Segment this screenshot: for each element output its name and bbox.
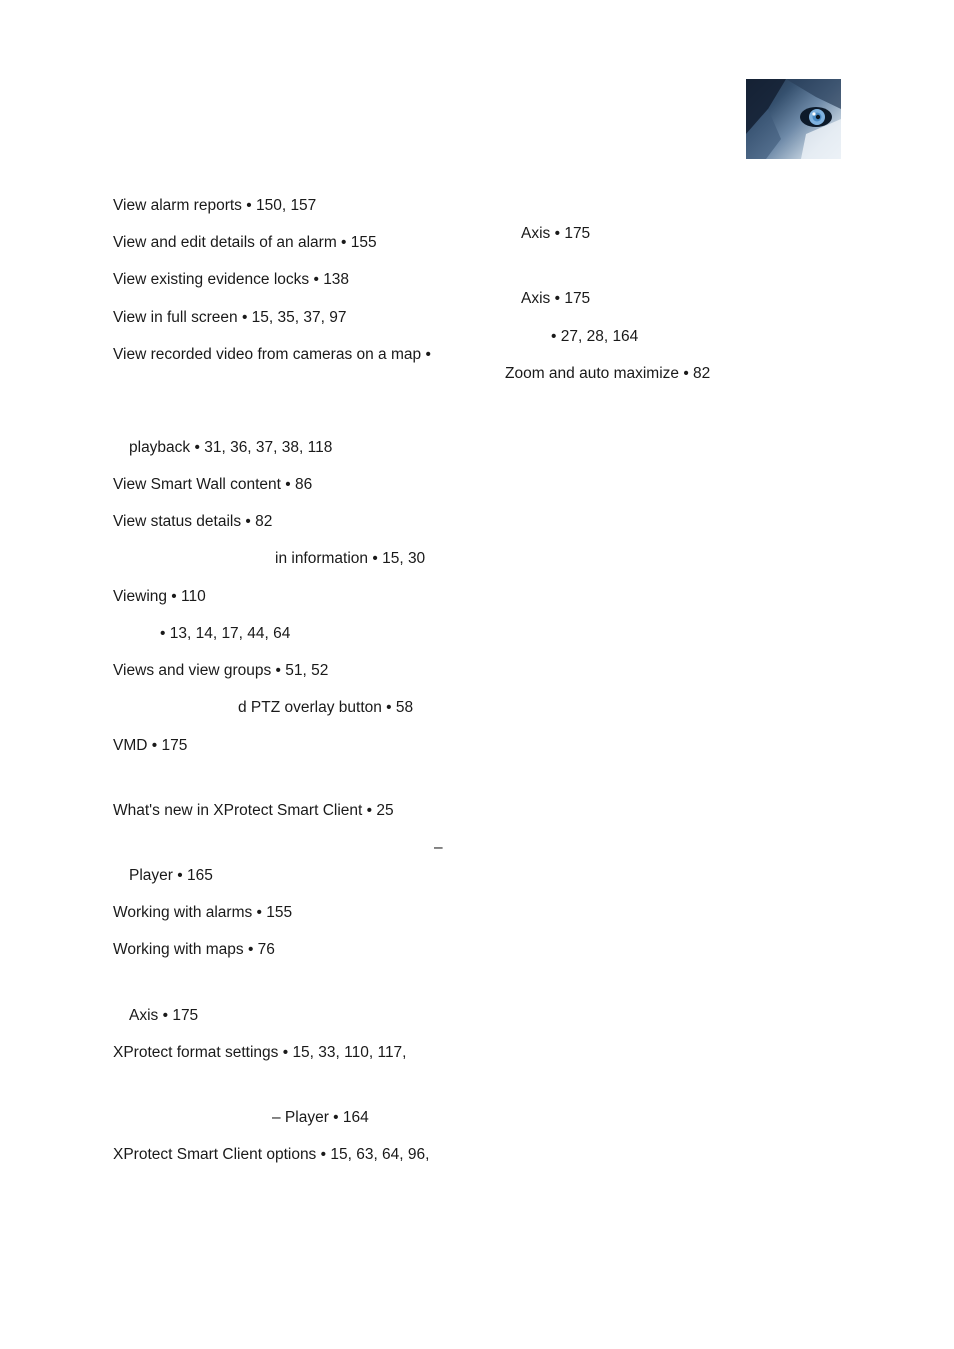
index-entry: Working with alarms • 155 bbox=[113, 904, 293, 921]
index-entry: Zoom and auto maximize • 82 bbox=[505, 365, 711, 382]
index-entry: View existing evidence locks • 138 bbox=[113, 271, 350, 288]
index-entry: Viewing • 110 bbox=[113, 588, 206, 605]
index-entry: – Player • 164 bbox=[272, 1109, 369, 1126]
index-entry: View status details • 82 bbox=[113, 513, 273, 530]
index-entry: VMD • 175 bbox=[113, 737, 188, 754]
index-entry: Axis • 175 bbox=[521, 225, 591, 242]
index-entry: • 27, 28, 164 bbox=[551, 328, 639, 345]
index-entry: Player • 165 bbox=[129, 867, 213, 884]
index-entry: Axis • 175 bbox=[521, 290, 591, 307]
index-entry: • 13, 14, 17, 44, 64 bbox=[160, 625, 291, 642]
wolf-eye-icon bbox=[746, 79, 841, 159]
index-entry: View alarm reports • 150, 157 bbox=[113, 197, 317, 214]
index-entry: Views and view groups • 51, 52 bbox=[113, 662, 329, 679]
index-entry: View in full screen • 15, 35, 37, 97 bbox=[113, 309, 347, 326]
index-entry: XProtect Smart Client options • 15, 63, 64, 96, bbox=[113, 1146, 430, 1163]
index-entry: View and edit details of an alarm • 155 bbox=[113, 234, 377, 251]
index-entry: d PTZ overlay button • 58 bbox=[238, 699, 414, 716]
index-entry: What's new in XProtect Smart Client • 25 bbox=[113, 802, 394, 819]
index-entry: – bbox=[434, 839, 443, 856]
index-entry: in information • 15, 30 bbox=[275, 550, 426, 567]
index-entry: XProtect format settings • 15, 33, 110, 117, bbox=[113, 1044, 407, 1061]
index-entry: playback • 31, 36, 37, 38, 118 bbox=[129, 439, 333, 456]
index-entry: Working with maps • 76 bbox=[113, 941, 275, 958]
index-entry: Axis • 175 bbox=[129, 1007, 199, 1024]
index-entry: View recorded video from cameras on a map • bbox=[113, 346, 431, 363]
index-entry: View Smart Wall content • 86 bbox=[113, 476, 313, 493]
